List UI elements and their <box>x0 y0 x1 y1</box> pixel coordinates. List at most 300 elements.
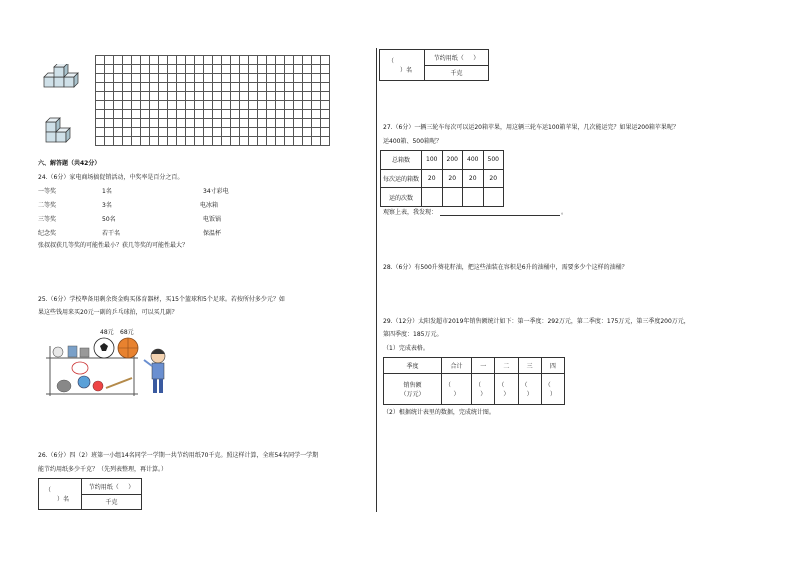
grid-cell <box>285 101 294 110</box>
grid-cell <box>258 65 267 74</box>
grid-cell <box>141 65 150 74</box>
grid-cell <box>249 137 258 146</box>
grid-cell <box>168 119 177 128</box>
q27-cell: 100 <box>422 151 443 170</box>
grid-cell <box>231 65 240 74</box>
grid-cell <box>267 83 276 92</box>
grid-cell <box>168 83 177 92</box>
grid-cell <box>240 74 249 83</box>
grid-cell <box>231 128 240 137</box>
grid-cell <box>294 119 303 128</box>
grid-cell <box>312 110 321 119</box>
q29-bracket: ） <box>549 391 556 398</box>
grid-cell <box>213 137 222 146</box>
grid-cell <box>186 74 195 83</box>
q27-line1: 27.（6分）一辆三轮车每次可以运20箱苹果，用这辆三轮车运100箱苹果，几次能运完？如果运200箱苹果呢？ <box>383 124 679 131</box>
q27-table <box>380 150 504 207</box>
grid-cell <box>294 101 303 110</box>
grid-cell <box>321 92 330 101</box>
grid-cell <box>159 119 168 128</box>
q24-row-count: 若干名 <box>102 230 121 237</box>
grid-cell <box>123 110 132 119</box>
grid-cell <box>258 92 267 101</box>
grid-cell <box>186 119 195 128</box>
grid-cell <box>276 74 285 83</box>
q24-row-prize: 电饭锅 <box>203 216 222 223</box>
grid-cell <box>114 56 123 65</box>
grid-cell <box>150 137 159 146</box>
section-title: 六、解答题（共42分） <box>38 160 101 167</box>
grid-cell <box>159 83 168 92</box>
grid-cell <box>114 110 123 119</box>
q24-row-level: 纪念奖 <box>38 230 57 237</box>
grid-cell <box>240 137 249 146</box>
q27-answer-line[interactable] <box>440 215 560 216</box>
grid-cell <box>285 128 294 137</box>
grid-cell <box>177 65 186 74</box>
grid-cell <box>258 83 267 92</box>
grid-cell <box>321 83 330 92</box>
grid-cell <box>267 92 276 101</box>
grid-cell <box>303 56 312 65</box>
grid-cell <box>321 65 330 74</box>
q29-header: 季度 <box>384 358 442 374</box>
grid-cell <box>294 65 303 74</box>
grid-cell <box>303 128 312 137</box>
grid-cell <box>195 56 204 65</box>
q27-end: 。 <box>561 209 568 216</box>
q29-bracket: ） <box>526 391 533 398</box>
grid-cell <box>150 74 159 83</box>
grid-cell <box>213 92 222 101</box>
grid-cell <box>177 101 186 110</box>
q29-row-label: 销售额 <box>403 382 422 389</box>
grid-cell <box>285 137 294 146</box>
grid-cell <box>231 74 240 83</box>
cube-figures <box>40 64 86 156</box>
grid-cell <box>168 128 177 137</box>
q29-header: 三 <box>518 358 541 374</box>
column-divider <box>376 48 377 512</box>
grid-cell <box>303 83 312 92</box>
q26-line1: 26.（6分）四（2）班第一小组14名同学一学期一共节约用纸70千克。照这样计算，全班54名同学一学期 <box>38 452 319 459</box>
grid-cell <box>96 92 105 101</box>
q27-answer-cell[interactable] <box>463 188 484 207</box>
grid-cell <box>96 137 105 146</box>
grid-cell <box>285 119 294 128</box>
grid-cell <box>276 128 285 137</box>
grid-cell <box>123 56 132 65</box>
grid-cell <box>114 101 123 110</box>
grid-cell <box>105 65 114 74</box>
grid-cell <box>105 56 114 65</box>
grid-cell <box>195 83 204 92</box>
grid-cell <box>177 119 186 128</box>
grid-cell <box>204 74 213 83</box>
drawing-grid <box>95 55 330 146</box>
grid-cell <box>258 110 267 119</box>
price-label: 48元 <box>100 329 114 336</box>
grid-cell <box>276 65 285 74</box>
grid-cell <box>231 83 240 92</box>
grid-cell <box>132 119 141 128</box>
q26-cell: ） <box>128 483 135 491</box>
grid-cell <box>168 56 177 65</box>
grid-cell <box>231 137 240 146</box>
grid-cell <box>231 119 240 128</box>
grid-cell <box>186 92 195 101</box>
grid-cell <box>312 74 321 83</box>
grid-cell <box>312 101 321 110</box>
grid-cell <box>168 110 177 119</box>
grid-cell <box>222 137 231 146</box>
grid-cell <box>267 137 276 146</box>
grid-cell <box>285 65 294 74</box>
grid-cell <box>321 110 330 119</box>
q26-cell: 节约用纸（ <box>88 483 119 491</box>
grid-cell <box>168 74 177 83</box>
grid-cell <box>312 128 321 137</box>
grid-cell <box>177 137 186 146</box>
grid-cell <box>159 101 168 110</box>
q24-row-level: 三等奖 <box>38 216 57 223</box>
grid-cell <box>303 119 312 128</box>
q27-observe: 观察上表，我发现： <box>383 209 438 216</box>
q27-answer-cell[interactable] <box>442 188 463 207</box>
q25-line1: 25.（6分）学校準备用剩余资金购买体育器材，买15个篮球和5个足球。若按所付多少元？如 <box>38 296 285 303</box>
grid-cell <box>231 92 240 101</box>
top-cell: 千克 <box>425 65 489 81</box>
q25-line2: 果这些钱用来买20元一副的乒乓球拍，可以买几副？ <box>38 309 178 316</box>
grid-cell <box>258 128 267 137</box>
grid-cell <box>141 119 150 128</box>
grid-cell <box>321 137 330 146</box>
grid-cell <box>159 137 168 146</box>
grid-cell <box>303 137 312 146</box>
q27-cell: 20 <box>483 169 504 188</box>
grid-cell <box>132 92 141 101</box>
grid-cell <box>294 83 303 92</box>
q24-row-count: 50名 <box>102 216 116 223</box>
grid-cell <box>96 119 105 128</box>
grid-cell <box>240 119 249 128</box>
grid-cell <box>159 110 168 119</box>
grid-cell <box>303 74 312 83</box>
grid-cell <box>195 110 204 119</box>
grid-cell <box>312 137 321 146</box>
q29-bracket: ） <box>453 391 460 398</box>
grid-cell <box>258 101 267 110</box>
grid-cell <box>150 119 159 128</box>
grid-cell <box>204 137 213 146</box>
grid-cell <box>132 137 141 146</box>
grid-cell <box>141 101 150 110</box>
grid-cell <box>114 92 123 101</box>
grid-cell <box>267 119 276 128</box>
price-label: 68元 <box>120 329 134 336</box>
grid-cell <box>132 128 141 137</box>
top-cell: ）名 <box>400 67 413 74</box>
grid-cell <box>267 128 276 137</box>
grid-cell <box>177 128 186 137</box>
grid-cell <box>222 101 231 110</box>
q27-cell: 每次运的箱数 <box>381 169 422 188</box>
q26-cell: 千克 <box>82 494 142 510</box>
q24-row-prize: 电冰箱 <box>200 202 219 209</box>
grid-cell <box>186 56 195 65</box>
grid-cell <box>240 101 249 110</box>
grid-cell <box>132 56 141 65</box>
q24-row-count: 3名 <box>102 202 112 209</box>
q29-table <box>383 357 565 405</box>
grid-cell <box>168 65 177 74</box>
grid-cell <box>321 119 330 128</box>
grid-cell <box>105 92 114 101</box>
grid-cell <box>267 74 276 83</box>
q24-row-prize: 34寸彩电 <box>203 188 229 195</box>
grid-cell <box>204 83 213 92</box>
q29-answer-cell[interactable] <box>518 374 541 405</box>
grid-cell <box>303 110 312 119</box>
q29-header: 一 <box>472 358 495 374</box>
grid-cell <box>141 74 150 83</box>
grid-cell <box>321 56 330 65</box>
grid-cell <box>240 128 249 137</box>
grid-cell <box>132 65 141 74</box>
grid-cell <box>213 74 222 83</box>
grid-cell <box>312 92 321 101</box>
grid-cell <box>141 137 150 146</box>
q24-row-count: 1名 <box>102 188 112 195</box>
grid-cell <box>258 119 267 128</box>
grid-cell <box>123 128 132 137</box>
q29-row-label: （万元） <box>400 391 425 398</box>
grid-cell <box>285 56 294 65</box>
grid-cell <box>240 92 249 101</box>
grid-cell <box>249 119 258 128</box>
grid-cell <box>105 110 114 119</box>
q29-answer-cell[interactable] <box>495 374 518 405</box>
grid-cell <box>150 101 159 110</box>
q24-text: 24.（6分）家电商场搞促销活动，中奖率是百分之百。 <box>38 174 184 181</box>
grid-cell <box>195 101 204 110</box>
grid-cell <box>213 56 222 65</box>
grid-cell <box>294 110 303 119</box>
grid-cell <box>141 83 150 92</box>
grid-cell <box>168 101 177 110</box>
q29-bracket: （ <box>475 382 482 389</box>
grid-cell <box>267 110 276 119</box>
grid-cell <box>132 110 141 119</box>
grid-cell <box>204 65 213 74</box>
grid-cell <box>249 92 258 101</box>
grid-cell <box>249 56 258 65</box>
grid-cell <box>312 65 321 74</box>
q29-bracket: ） <box>503 391 510 398</box>
grid-cell <box>204 128 213 137</box>
grid-cell <box>213 83 222 92</box>
grid-cell <box>177 92 186 101</box>
grid-cell <box>96 74 105 83</box>
q24-row-level: 一等奖 <box>38 188 57 195</box>
grid-cell <box>303 65 312 74</box>
q29-sub2: （2）根据统计表里的数据，完成统计图。 <box>383 409 495 416</box>
grid-cell <box>312 56 321 65</box>
q27-answer-cell[interactable] <box>422 188 443 207</box>
grid-cell <box>114 137 123 146</box>
grid-cell <box>186 101 195 110</box>
grid-cell <box>222 74 231 83</box>
grid-cell <box>132 74 141 83</box>
q26-line2: 能节约用纸多少千克？（先列表整理，再计算。） <box>38 466 168 473</box>
q29-bracket: （ <box>444 382 451 389</box>
q27-cell: 20 <box>442 169 463 188</box>
top-cell: （ <box>388 58 395 65</box>
grid-cell <box>276 101 285 110</box>
grid-cell <box>96 65 105 74</box>
q29-header: 合计 <box>441 358 471 374</box>
grid-cell <box>141 110 150 119</box>
grid-cell <box>267 65 276 74</box>
grid-cell <box>132 83 141 92</box>
q26-cell: ）名 <box>57 496 70 503</box>
grid-cell <box>123 83 132 92</box>
grid-cell <box>303 101 312 110</box>
q26-cell: （ <box>45 487 52 494</box>
q27-answer-cell[interactable] <box>483 188 504 207</box>
q24-row-level: 二等奖 <box>38 202 57 209</box>
grid-cell <box>213 65 222 74</box>
grid-cell <box>123 65 132 74</box>
q29-line1: 29.（12分）太阳发超市2019年销售额统计如下：第一季度：292万元，第二季度：175万元，第三季度200万元， <box>383 318 690 325</box>
grid-cell <box>312 83 321 92</box>
grid-cell <box>114 74 123 83</box>
grid-cell <box>222 83 231 92</box>
grid-cell <box>258 56 267 65</box>
grid-cell <box>240 65 249 74</box>
grid-cell <box>231 110 240 119</box>
grid-cell <box>249 101 258 110</box>
grid-cell <box>105 83 114 92</box>
grid-cell <box>222 119 231 128</box>
grid-cell <box>204 119 213 128</box>
grid-cell <box>168 137 177 146</box>
grid-cell <box>105 128 114 137</box>
grid-cell <box>114 83 123 92</box>
grid-cell <box>249 65 258 74</box>
q29-bracket: ） <box>480 391 487 398</box>
grid-cell <box>276 56 285 65</box>
grid-cell <box>123 92 132 101</box>
grid-cell <box>294 128 303 137</box>
grid-cell <box>222 56 231 65</box>
grid-cell <box>150 128 159 137</box>
grid-cell <box>285 92 294 101</box>
grid-cell <box>276 137 285 146</box>
grid-cell <box>186 110 195 119</box>
grid-cell <box>231 56 240 65</box>
grid-cell <box>213 119 222 128</box>
grid-cell <box>213 110 222 119</box>
grid-cell <box>276 119 285 128</box>
grid-cell <box>204 101 213 110</box>
grid-cell <box>321 128 330 137</box>
grid-cell <box>96 110 105 119</box>
grid-cell <box>186 128 195 137</box>
grid-cell <box>204 92 213 101</box>
grid-cell <box>276 110 285 119</box>
grid-cell <box>249 74 258 83</box>
grid-cell <box>159 74 168 83</box>
grid-cell <box>186 65 195 74</box>
grid-cell <box>141 92 150 101</box>
grid-cell <box>204 110 213 119</box>
q29-bracket: （ <box>498 382 505 389</box>
top-table <box>379 49 489 81</box>
q29-sub1: （1）完成表格。 <box>383 345 429 352</box>
q28-text: 28.（6分）有500升葵花籽油，把这些油装在容积是6升的油桶中，需要多少个这样的油桶？ <box>383 264 628 271</box>
grid-cell <box>105 137 114 146</box>
grid-cell <box>150 83 159 92</box>
grid-cell <box>294 137 303 146</box>
grid-cell <box>105 119 114 128</box>
q29-answer-cell[interactable] <box>441 374 471 405</box>
q27-cell: 20 <box>422 169 443 188</box>
grid-cell <box>96 56 105 65</box>
q27-cell: 20 <box>463 169 484 188</box>
grid-cell <box>195 65 204 74</box>
grid-cell <box>177 56 186 65</box>
grid-cell <box>249 83 258 92</box>
grid-cell <box>285 83 294 92</box>
grid-cell <box>96 101 105 110</box>
grid-cell <box>195 92 204 101</box>
grid-cell <box>150 92 159 101</box>
grid-cell <box>249 110 258 119</box>
grid-cell <box>141 56 150 65</box>
grid-cell <box>114 119 123 128</box>
q27-cell: 运的次数 <box>381 188 422 207</box>
grid-cell <box>294 56 303 65</box>
grid-cell <box>114 128 123 137</box>
grid-cell <box>150 65 159 74</box>
top-cell: 节约用纸（ <box>433 54 464 62</box>
grid-cell <box>96 83 105 92</box>
grid-cell <box>195 119 204 128</box>
grid-cell <box>150 110 159 119</box>
q27-line2: 运400箱、500箱呢？ <box>383 138 442 145</box>
grid-cell <box>222 92 231 101</box>
grid-cell <box>132 101 141 110</box>
grid-cell <box>105 101 114 110</box>
grid-cell <box>258 137 267 146</box>
q29-answer-cell[interactable] <box>472 374 495 405</box>
grid-cell <box>294 92 303 101</box>
q29-bracket: （ <box>521 382 528 389</box>
q24-question: 张叔叔获几等奖的可能性最小？获几等奖的可能性最大？ <box>38 242 189 249</box>
q27-cell: 400 <box>463 151 484 170</box>
q29-answer-cell[interactable] <box>541 374 564 405</box>
grid-cell <box>177 110 186 119</box>
grid-cell <box>159 128 168 137</box>
q29-header: 二 <box>495 358 518 374</box>
grid-cell <box>177 74 186 83</box>
grid-cell <box>321 74 330 83</box>
grid-cell <box>267 56 276 65</box>
grid-cell <box>276 92 285 101</box>
grid-cell <box>294 74 303 83</box>
q29-line2: 第四季度：185万元。 <box>383 331 443 338</box>
